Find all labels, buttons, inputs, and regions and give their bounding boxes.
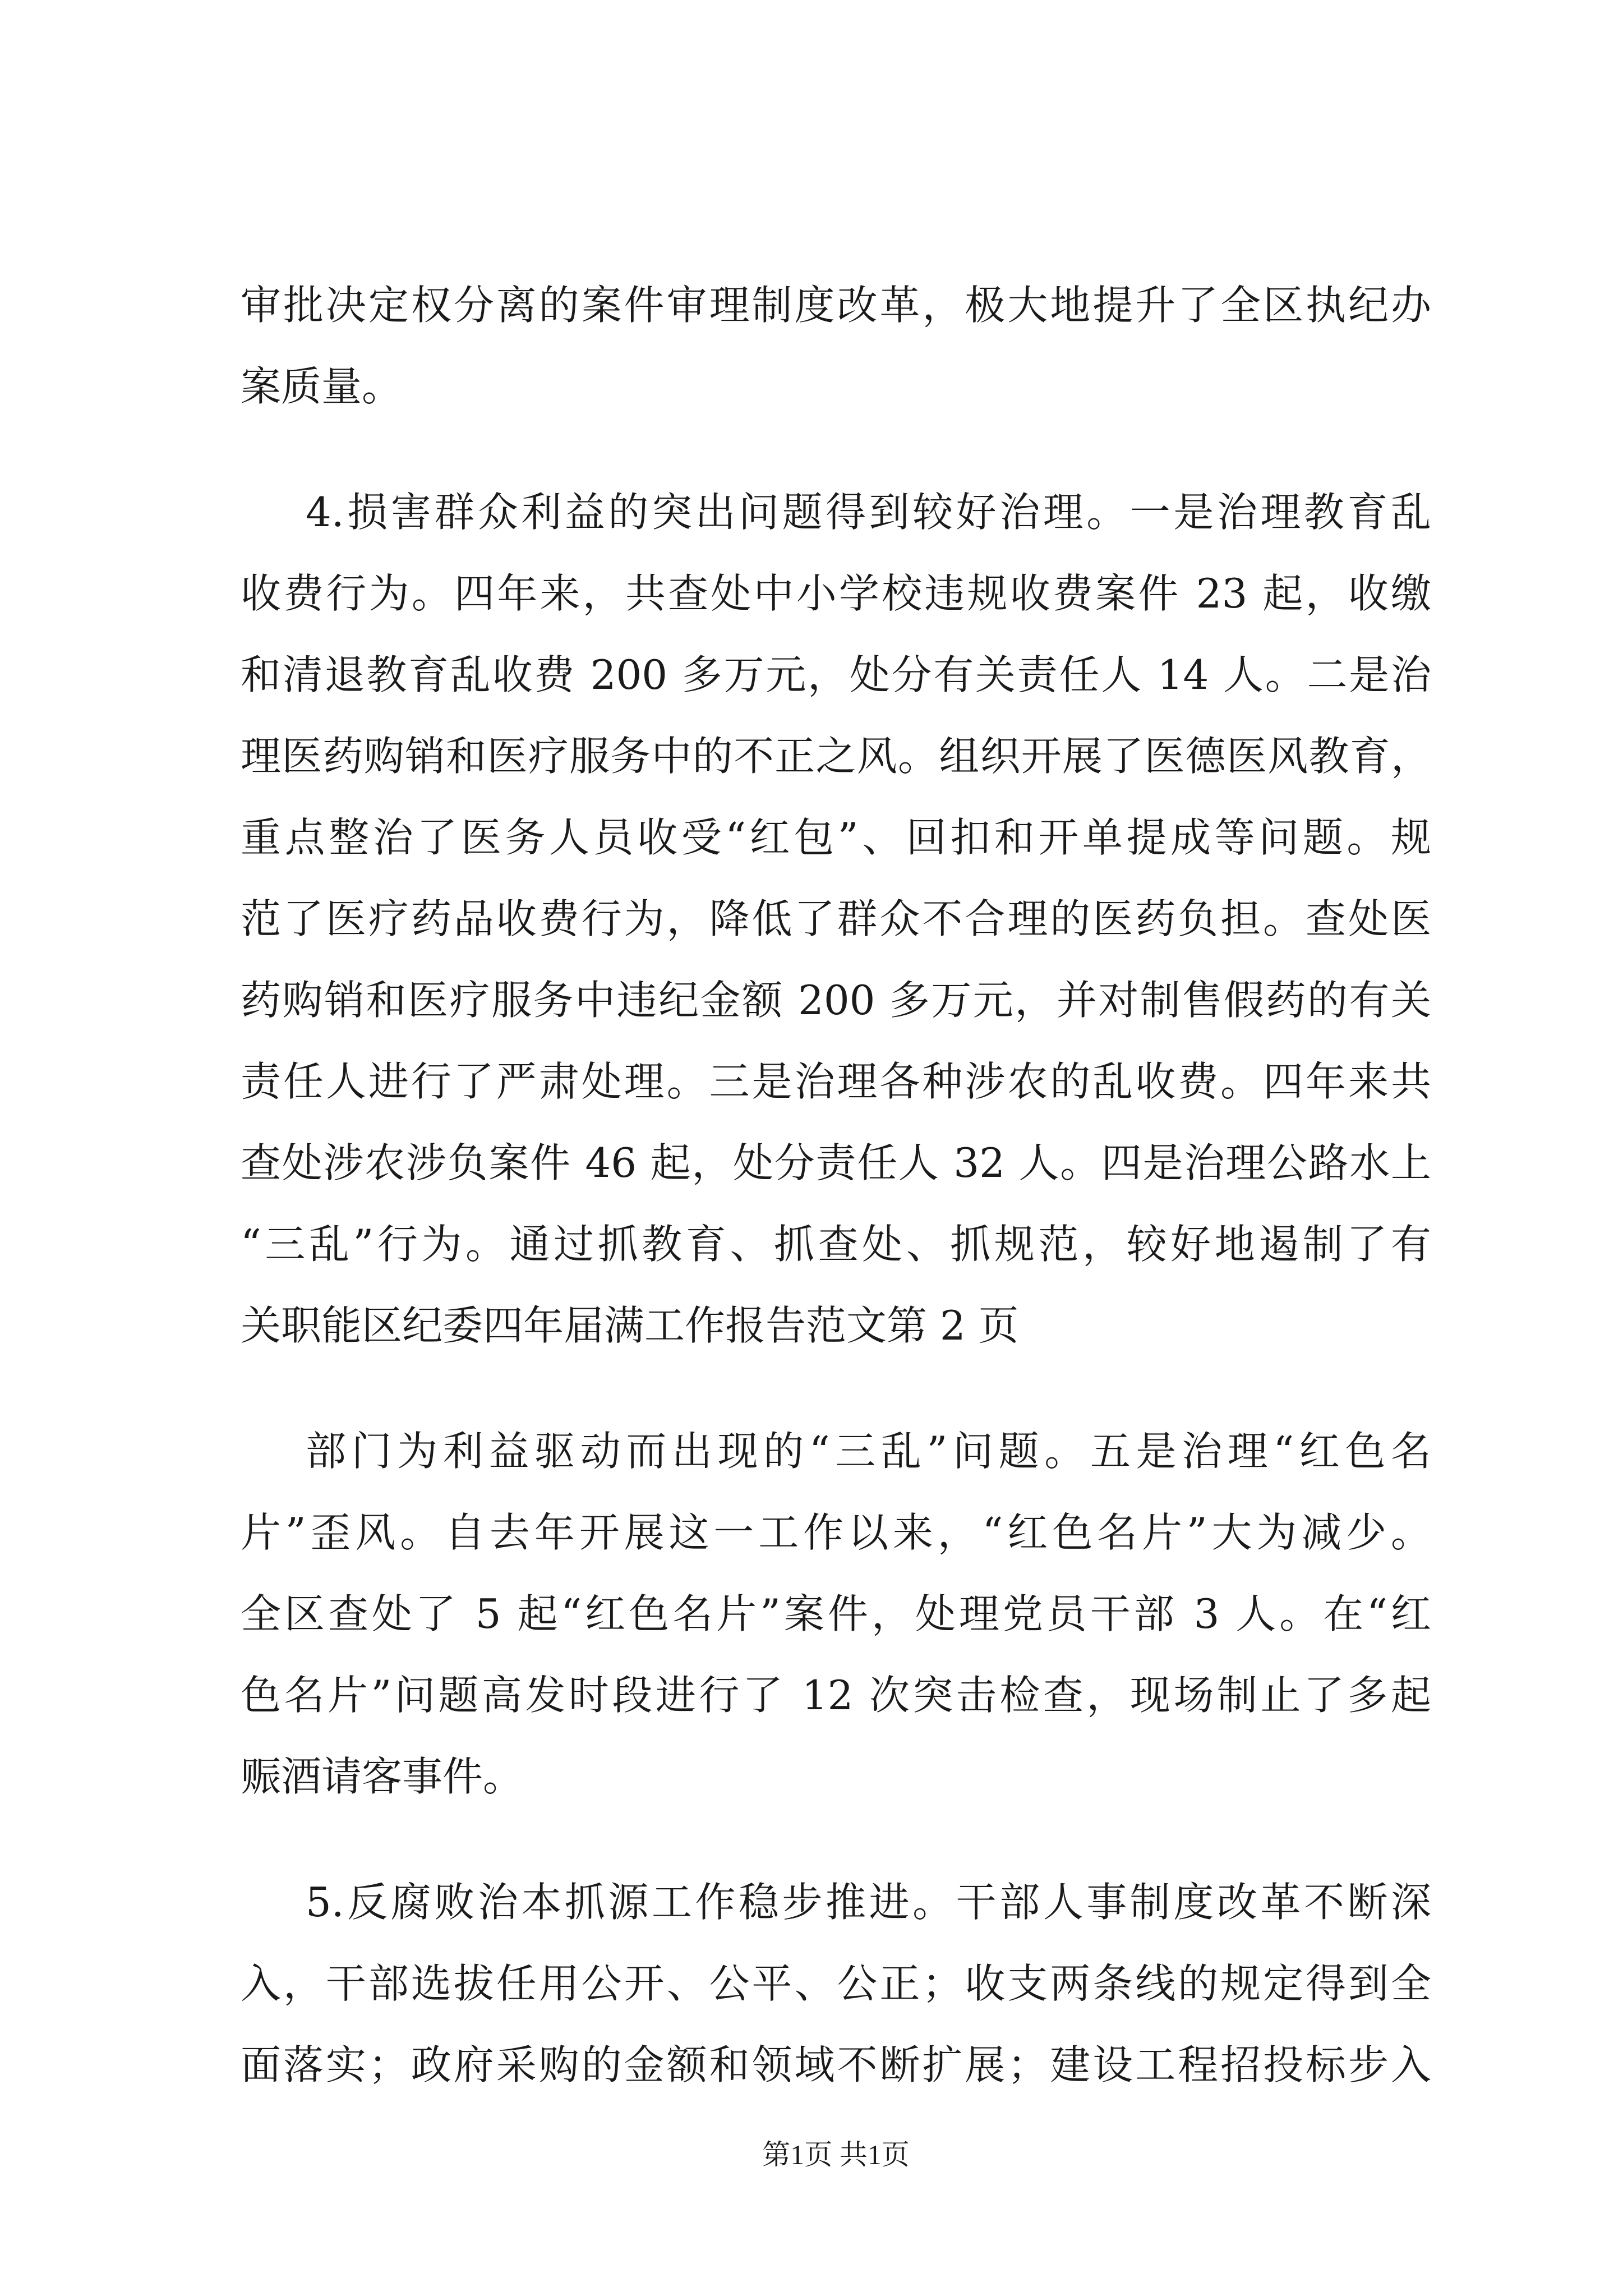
paragraph-item-5 (241, 1862, 1431, 2106)
page-footer: 第1页 共1页 (762, 2139, 910, 2170)
text-line: 和清退教育乱收费 200 多万元，处分有关责任人 14 人。二是治 (241, 651, 1431, 698)
text-line: 范了医疗药品收费行为，降低了群众不合理的医药负担。查处医 (241, 895, 1431, 942)
paragraph-continuation (241, 265, 1431, 427)
document-body (241, 265, 1431, 2106)
text-line: 色名片”问题高发时段进行了 12 次突击检查，现场制止了多起 (241, 1672, 1431, 1719)
paragraph-red-card (241, 1411, 1431, 1818)
text-line: 药购销和医疗服务中违纪金额 200 多万元，并对制售假药的有关 (241, 977, 1431, 1024)
paragraph-item-4 (241, 472, 1431, 1366)
text-line: 收费行为。四年来，共查处中小学校违规收费案件 23 起，收缴 (241, 570, 1431, 617)
text-line: 查处涉农涉负案件 46 起，处分责任人 32 人。四是治理公路水上 (241, 1139, 1431, 1186)
text-line: 部门为利益驱动而出现的“三乱”问题。五是治理“红色名 (306, 1428, 1431, 1475)
text-line: 入，干部选拔任用公开、公平、公正；收支两条线的规定得到全 (241, 1960, 1431, 2007)
text-line: 重点整治了医务人员收受“红包”、回扣和开单提成等问题。规 (241, 814, 1431, 861)
text-line: 5.反腐败治本抓源工作稳步推进。干部人事制度改革不断深 (306, 1879, 1431, 1926)
text-line: 赈酒请客事件。 (241, 1753, 524, 1800)
text-line: “三乱”行为。通过抓教育、抓查处、抓规范，较好地遏制了有 (241, 1221, 1431, 1268)
text-line: 全区查处了 5 起“红色名片”案件，处理党员干部 3 人。在“红 (241, 1590, 1431, 1637)
text-line: 责任人进行了严肃处理。三是治理各种涉农的乱收费。四年来共 (241, 1058, 1431, 1105)
text-line: 片”歪风。自去年开展这一工作以来，“红色名片”大为减少。 (241, 1509, 1431, 1556)
text-line: 理医药购销和医疗服务中的不正之风。组织开展了医德医风教育， (241, 733, 1431, 780)
text-line: 4.损害群众利益的突出问题得到较好治理。一是治理教育乱 (306, 489, 1431, 536)
text-line: 面落实；政府采购的金额和领域不断扩展；建设工程招投标步入 (241, 2041, 1431, 2088)
text-line: 案质量。 (241, 363, 403, 410)
text-line: 关职能区纪委四年届满工作报告范文第 2 页 (241, 1302, 1019, 1349)
text-line: 审批决定权分离的案件审理制度改革，极大地提升了全区执纪办 (241, 282, 1431, 329)
